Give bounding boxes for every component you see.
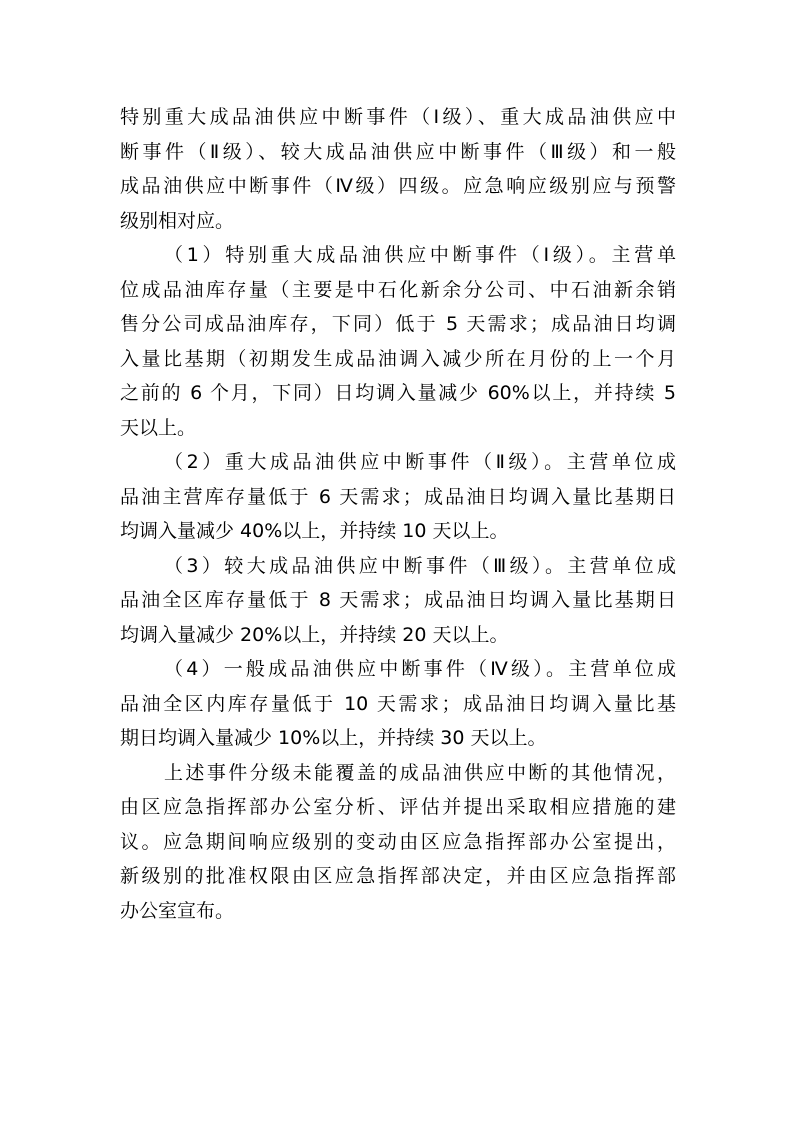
text-line: 位成品油库存量（主要是中石化新余分公司、中石油新余销 [120, 278, 676, 301]
text-line: （2）重大成品油供应中断事件（Ⅱ级）。主营单位成 [164, 451, 676, 473]
text-line: 均调入量减少 40%以上，并持续 10 天以上。 [120, 520, 509, 542]
document-body [120, 100, 676, 928]
text-line: 售分公司成品油库存，下同）低于 5 天需求；成品油日均调 [120, 313, 676, 335]
text-line: 新级别的批准权限由区应急指挥部决定，并由区应急指挥部 [120, 865, 676, 887]
text-line: 期日均调入量减少 10%以上，并持续 30 天以上。 [120, 727, 547, 749]
text-line: 办公室宣布。 [120, 899, 235, 922]
text-line: （1）特别重大成品油供应中断事件（Ⅰ级）。主营单 [164, 244, 676, 266]
text-line: 之前的 6 个月，下同）日均调入量减少 60%以上，并持续 5 [120, 382, 676, 404]
text-line: 议。应急期间响应级别的变动由区应急指挥部办公室提出， [120, 830, 676, 853]
text-line: 天以上。 [120, 416, 197, 439]
text-line: 品油主营库存量低于 6 天需求；成品油日均调入量比基期日 [120, 485, 676, 508]
text-line: 特别重大成品油供应中断事件（Ⅰ级）、重大成品油供应中 [120, 106, 676, 128]
text-line: 上述事件分级未能覆盖的成品油供应中断的其他情况， [164, 761, 676, 784]
text-line: 成品油供应中断事件（Ⅳ级）四级。应急响应级别应与预警 [120, 175, 676, 197]
text-line: 由区应急指挥部办公室分析、评估并提出采取相应措施的建 [120, 796, 676, 818]
text-line: 品油全区内库存量低于 10 天需求；成品油日均调入量比基 [120, 692, 676, 715]
text-line: 断事件（Ⅱ级）、较大成品油供应中断事件（Ⅲ级）和一般 [120, 140, 676, 163]
text-line: （3）较大成品油供应中断事件（Ⅲ级）。主营单位成 [164, 554, 676, 577]
text-line: 入量比基期（初期发生成品油调入减少所在月份的上一个月 [120, 347, 676, 370]
text-line: （4）一般成品油供应中断事件（Ⅳ级）。主营单位成 [164, 658, 676, 680]
text-line: 品油全区库存量低于 8 天需求；成品油日均调入量比基期日 [120, 589, 676, 611]
text-line: 均调入量减少 20%以上，并持续 20 天以上。 [120, 623, 509, 646]
text-line: 级别相对应。 [120, 209, 235, 232]
